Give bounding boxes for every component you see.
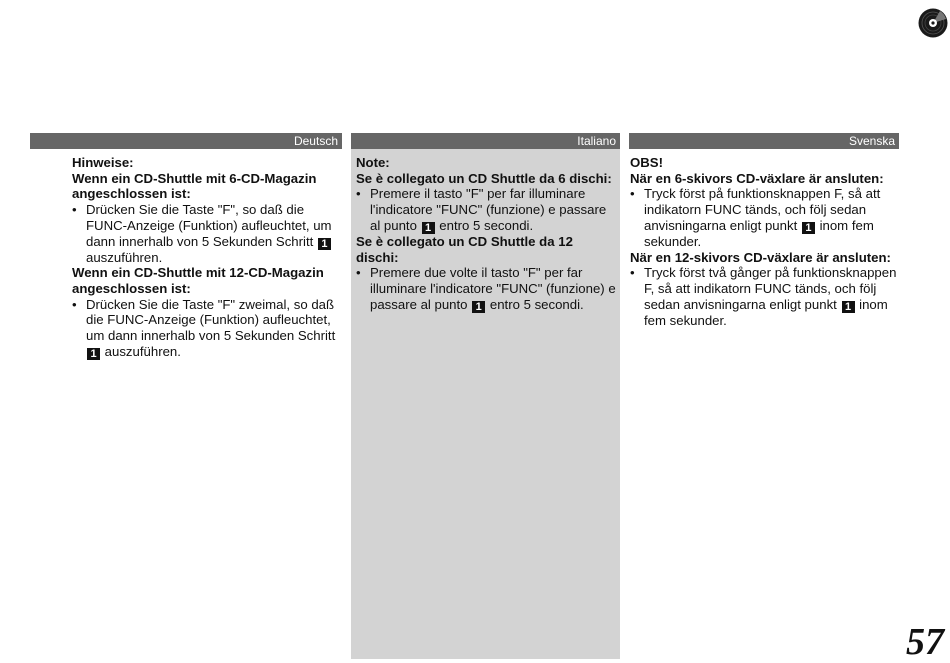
language-header-italiano: Italiano <box>351 133 620 149</box>
instruction-text-end: auszuführen. <box>104 343 181 359</box>
instruction-text: Drücken Sie die Taste "F", so daß die FUNC-Anzeige (Funktion) aufleuchtet, um dann innerhalb von 5 Sekunden Schritt <box>86 202 332 249</box>
step-number-badge: 1 <box>842 301 855 313</box>
note-heading: OBS! <box>630 155 663 170</box>
bullet-symbol: • <box>356 265 361 281</box>
condition-6-disc: När en 6-skivors CD-växlare är ansluten: <box>630 170 884 186</box>
note-heading: Note: <box>356 155 390 170</box>
instruction-text: Drücken Sie die Taste "F" zweimal, so daß die FUNC-Anzeige (Funktion) aufleuchtet, um dann innerhalb von 5 Sekunden Schritt <box>86 296 336 344</box>
step-number-badge: 1 <box>472 301 485 313</box>
instruction-text: Premere due volte il tasto "F" per far illuminare l'indicatore "FUNC" (funzione) e passare al punto <box>370 265 616 312</box>
step-number-badge: 1 <box>318 238 331 250</box>
step-number-badge: 1 <box>802 222 815 234</box>
language-header-svenska: Svenska <box>629 133 899 149</box>
page-number: 57 <box>906 621 944 663</box>
column-svenska <box>630 155 898 328</box>
column-italiano <box>356 155 618 313</box>
language-header-deutsch: Deutsch <box>30 133 342 149</box>
bullet-symbol: • <box>72 296 77 312</box>
note-heading: Hinweise: <box>72 155 134 170</box>
list-item <box>72 297 344 360</box>
condition-6-disc: Wenn ein CD-Shuttle mit 6-CD-Magazin angeschlossen ist: <box>72 170 317 202</box>
instruction-text-end: inom fem sekunder. <box>644 296 888 328</box>
cd-disc-icon <box>918 8 948 38</box>
instruction-text-end: inom fem sekunder. <box>644 217 874 249</box>
condition-12-disc: Wenn ein CD-Shuttle mit 12-CD-Magazin angeschlossen ist: <box>72 265 324 296</box>
condition-12-disc: Se è collegato un CD Shuttle da 12 dischi: <box>356 233 573 265</box>
column-deutsch <box>72 155 344 360</box>
list-item <box>630 186 898 249</box>
instruction-text-end: entro 5 secondi. <box>489 296 584 312</box>
instruction-text: Premere il tasto "F" per far illuminare l'indicatore "FUNC" (funzione) e passare al punto <box>370 186 607 233</box>
list-item <box>630 265 898 328</box>
bullet-symbol: • <box>630 265 635 281</box>
condition-12-disc: När en 12-skivors CD-växlare är ansluten: <box>630 249 891 265</box>
list-item <box>356 265 618 312</box>
bullet-symbol: • <box>630 186 635 202</box>
instruction-text-end: auszuführen. <box>86 249 163 265</box>
list-item <box>72 202 344 265</box>
bullet-symbol: • <box>72 202 77 218</box>
instruction-text: Tryck först två gånger på funktionsknappen F, så att indikatorn FUNC tänds, och följ sedan anvisningarna enligt punkt <box>644 265 897 312</box>
step-number-badge: 1 <box>87 348 100 360</box>
step-number-badge: 1 <box>422 222 435 234</box>
condition-6-disc: Se è collegato un CD Shuttle da 6 dischi: <box>356 170 612 186</box>
instruction-text: Tryck först på funktionsknappen F, så att indikatorn FUNC tänds, och följ sedan anvisningarna enligt punkt <box>644 186 881 233</box>
list-item <box>356 186 618 233</box>
instruction-text-end: entro 5 secondi. <box>439 217 534 233</box>
bullet-symbol: • <box>356 186 361 202</box>
